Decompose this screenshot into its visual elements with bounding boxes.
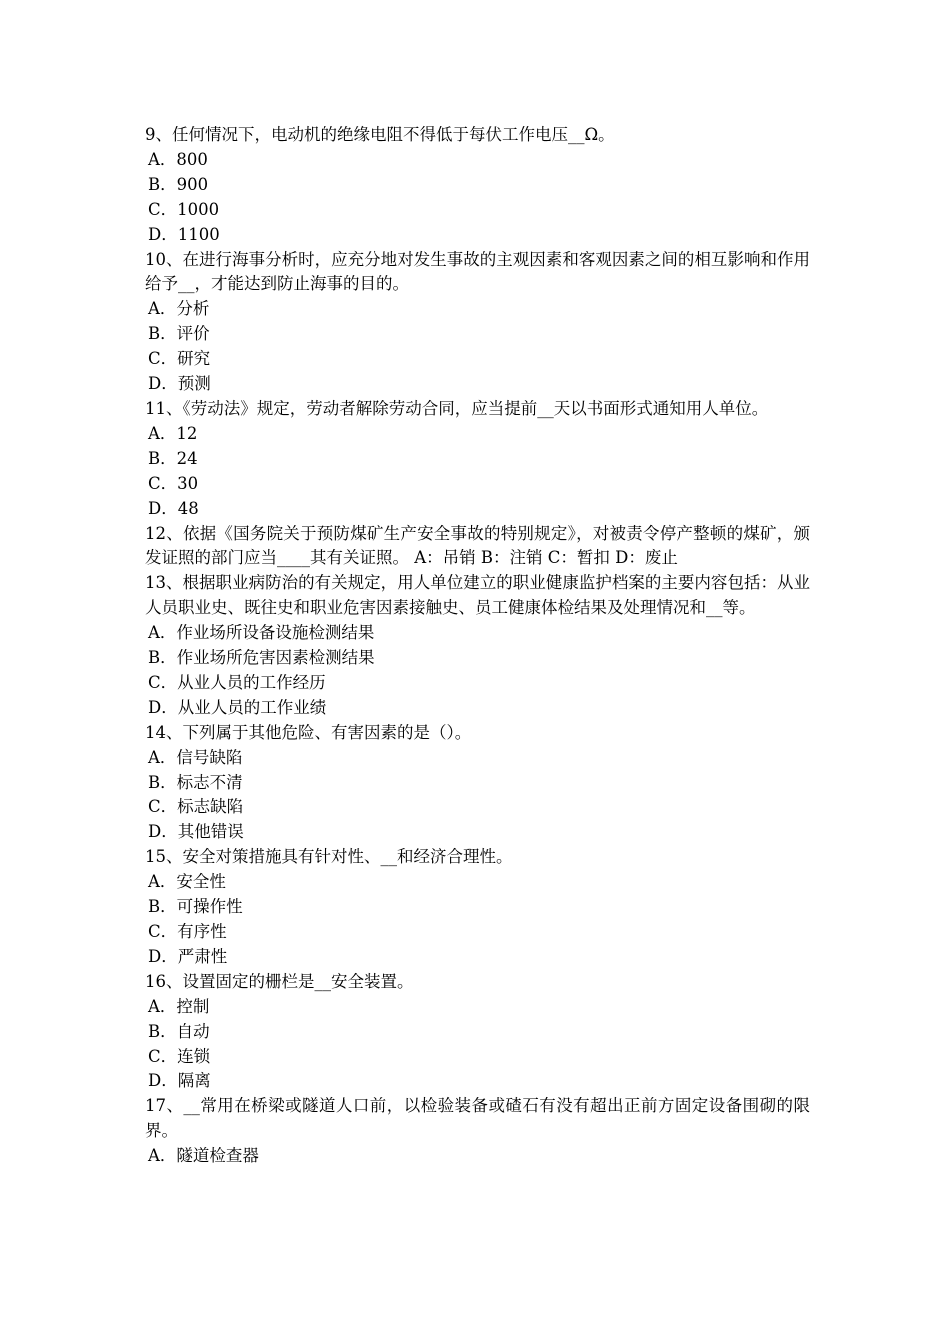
question-q16 — [145, 970, 810, 1095]
answer-option: A．控制 — [148, 996, 210, 1016]
question-text: 15、安全对策措施具有针对性、__和经济合理性。 — [145, 847, 513, 867]
answer-option: C．标志缺陷 — [148, 797, 244, 817]
answer-option: C．有序性 — [148, 922, 227, 941]
answer-option: A．12 — [148, 423, 198, 443]
answer-option: C．连锁 — [148, 1046, 211, 1066]
question-text: 17、__常用在桥梁或隧道人口前，以检验装备或碴石有没有超出正前方固定设备围砌的限界。 — [145, 1096, 810, 1141]
question-q10 — [145, 248, 810, 397]
answer-option: D．预测 — [148, 374, 211, 394]
answer-option: C．1000 — [148, 199, 220, 219]
question-q12 — [145, 522, 810, 572]
answer-option: A．分析 — [148, 299, 210, 319]
question-text: 13、根据职业病防治的有关规定，用人单位建立的职业健康监护档案的主要内容包括：从业人员职业史、既往史和职业危害因素接触史、员工健康体检结果及处理情况和__等。 — [145, 573, 810, 618]
answer-option: A．隧道检查器 — [148, 1146, 259, 1166]
answer-option: B．评价 — [148, 324, 210, 344]
question-text: 12、依据《国务院关于预防煤矿生产安全事故的特别规定》，对被责令停产整顿的煤矿，颁发证照的部门应当____其有关证照。 A：吊销 B：注销 C：暂扣 D：废止 — [145, 523, 810, 568]
answer-option: D．其他错误 — [148, 822, 244, 842]
answer-option: B．900 — [148, 174, 209, 194]
answer-option: D．严肃性 — [148, 946, 228, 966]
answer-option: B．可操作性 — [148, 897, 243, 917]
answer-option: D．1100 — [148, 224, 220, 244]
answer-option: D．隔离 — [148, 1071, 211, 1091]
answer-option: A．800 — [148, 149, 208, 169]
question-q11 — [145, 397, 810, 522]
question-text: 14、下列属于其他危险、有害因素的是（）。 — [145, 722, 472, 742]
answer-option: B．24 — [148, 448, 198, 468]
answer-option: B．作业场所危害因素检测结果 — [148, 648, 375, 668]
question-q14 — [145, 721, 810, 846]
answer-option: D．48 — [148, 498, 199, 518]
question-text: 16、设置固定的栅栏是__安全装置。 — [145, 971, 414, 991]
answer-option: A．安全性 — [148, 872, 226, 892]
question-q17 — [145, 1094, 810, 1169]
answer-option: B．标志不清 — [148, 772, 243, 792]
question-text: 10、在进行海事分析时，应充分地对发生事故的主观因素和客观因素之间的相互影响和作用给予__，才能达到防止海事的目的。 — [145, 249, 810, 294]
answer-option: D．从业人员的工作业绩 — [148, 697, 327, 717]
answer-option: A．作业场所设备设施检测结果 — [148, 623, 375, 643]
answer-option: C．30 — [148, 473, 199, 493]
answer-option: A．信号缺陷 — [148, 747, 243, 767]
question-text: 9、任何情况下，电动机的绝缘电阻不得低于每伏工作电压__Ω。 — [145, 125, 615, 144]
document-page — [145, 123, 810, 1169]
answer-option: B．自动 — [148, 1021, 210, 1041]
question-q9 — [145, 123, 810, 248]
question-text: 11、《劳动法》规定，劳动者解除劳动合同，应当提前__天以书面形式通知用人单位。 — [145, 398, 769, 418]
question-q13 — [145, 571, 810, 720]
answer-option: C．研究 — [148, 349, 211, 369]
question-q15 — [145, 845, 810, 970]
answer-option: C．从业人员的工作经历 — [148, 672, 326, 692]
